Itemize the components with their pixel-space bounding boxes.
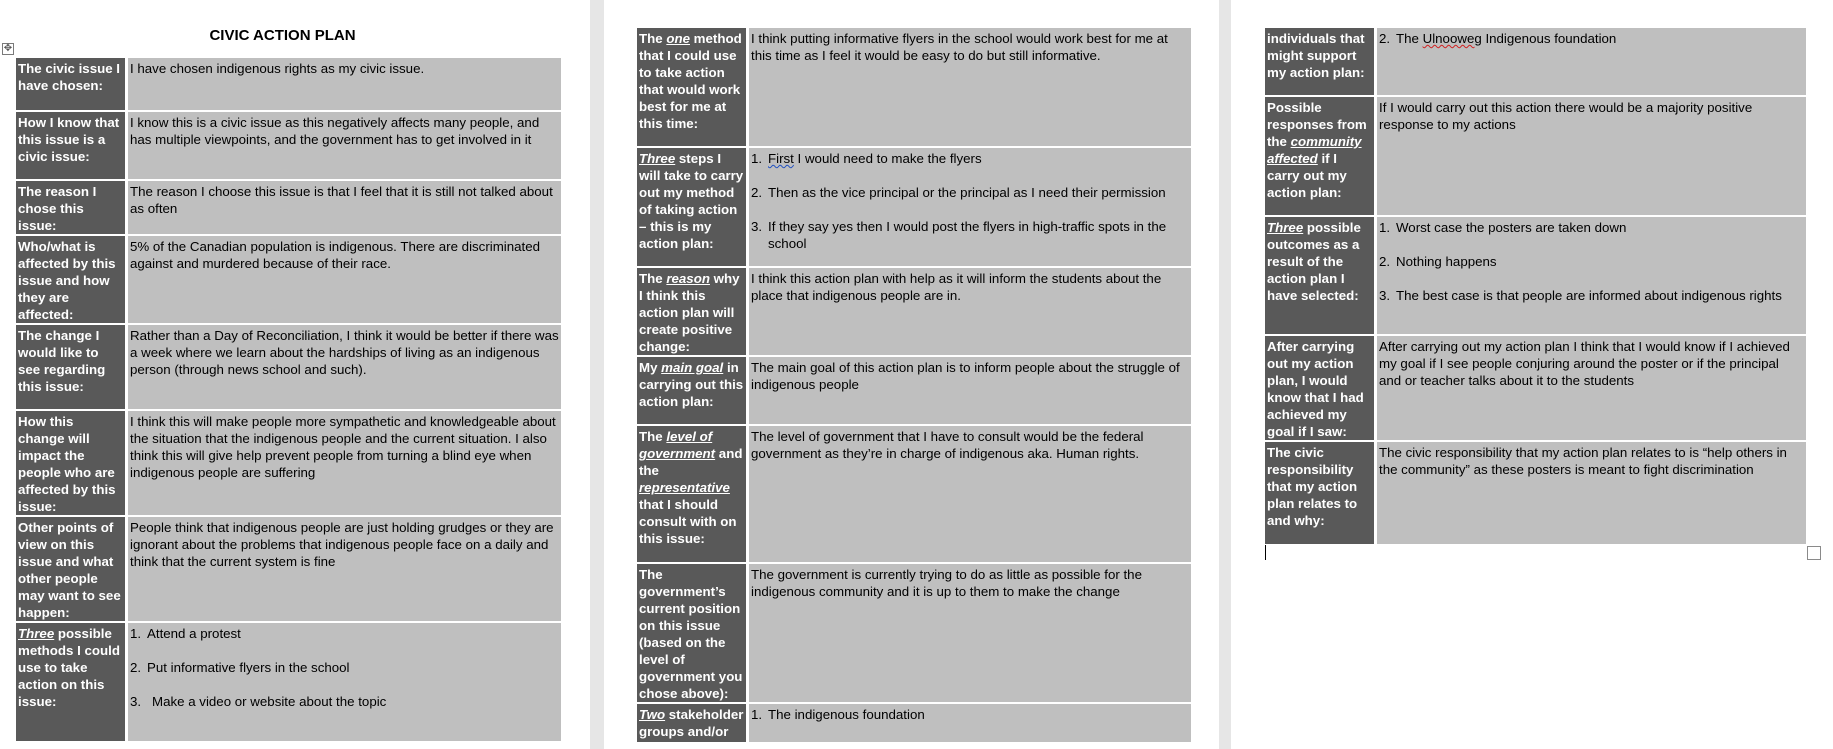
label-text: method that I could use to take action that would work best for me at this time:	[639, 31, 742, 131]
row-label	[1265, 217, 1377, 336]
emphasis: reason	[666, 271, 710, 286]
table-row	[1265, 442, 1806, 546]
label-text: steps I will take to carry out my method of taking action – this is my action plan:	[639, 151, 744, 251]
row-value[interactable]: The civic responsibility that my action plan relates to is “help others in the community” as these posters is meant to fight discrimination	[1377, 442, 1806, 546]
grammar-flag[interactable]: First	[768, 151, 794, 166]
row-value[interactable]: I think this will make people more sympathetic and knowledgeable about the situation that the indigenous people and the current situation. I also think this will give help prevent people from turning a blind eye when indigenous people are suffering	[128, 411, 561, 517]
table-row	[637, 426, 1191, 564]
table-row	[16, 623, 561, 743]
row-value[interactable]: The main goal of this action plan is to inform people about the struggle of indigenous people	[749, 357, 1191, 426]
table-row	[16, 517, 561, 623]
row-label: The civic issue I have chosen:	[16, 58, 128, 112]
list-text: Then as the vice principal or the principal as I need their permission	[768, 185, 1166, 200]
text-cursor	[1265, 545, 1266, 560]
label-text: The	[639, 429, 667, 444]
emphasis: community affected	[1267, 134, 1362, 166]
row-label: Other points of view on this issue and what other people may want to see happen:	[16, 517, 128, 623]
row-label	[637, 268, 749, 357]
list-item	[751, 184, 1189, 201]
row-label	[637, 148, 749, 268]
list-text-post: Indigenous foundation	[1481, 31, 1617, 46]
stakeholders-list	[751, 706, 1189, 723]
row-label: The reason I chose this issue:	[16, 181, 128, 236]
list-item	[1379, 219, 1804, 236]
list-text	[768, 150, 982, 167]
row-label: After carrying out my action plan, I would know that I had achieved my goal if I saw:	[1265, 336, 1377, 442]
table-row	[1265, 28, 1806, 97]
table-row	[637, 148, 1191, 268]
list-text	[1396, 30, 1616, 47]
table-row	[16, 411, 561, 517]
row-value[interactable]: I think putting informative flyers in the school would work best for me at this time as I feel it would be easy to do but still informative.	[749, 28, 1191, 148]
list-number: 2.	[130, 660, 142, 675]
list-item	[1379, 30, 1804, 47]
label-text: if I carry out my action plan:	[1267, 151, 1347, 200]
list-item	[130, 693, 559, 710]
civic-plan-table-part1	[16, 58, 561, 743]
row-label: How I know that this issue is a civic issue:	[16, 112, 128, 181]
list-text: Worst case the posters are taken down	[1396, 220, 1627, 235]
row-label: individuals that might support my action plan:	[1265, 28, 1377, 97]
table-row	[16, 325, 561, 411]
spelling-flag[interactable]: Ulnooweg	[1422, 31, 1482, 46]
label-text: and the	[639, 446, 743, 478]
list-text: Put informative flyers in the school	[147, 660, 350, 675]
table-row	[637, 564, 1191, 704]
list-item	[751, 706, 1189, 723]
row-value[interactable]: After carrying out my action plan I think that I would know if I achieved my goal if I see people conjuring around the poster or if the principal and or teacher talks about it to the students	[1377, 336, 1806, 442]
emphasis: main goal	[661, 360, 724, 375]
row-value[interactable]	[1377, 217, 1806, 336]
row-value[interactable]	[749, 704, 1191, 744]
outcomes-list	[1379, 219, 1804, 304]
page-title: CIVIC ACTION PLAN	[209, 27, 356, 44]
row-label	[637, 28, 749, 148]
list-item	[751, 150, 1189, 167]
list-number: 1.	[1379, 220, 1391, 235]
label-text: The	[639, 31, 667, 46]
list-text: The indigenous foundation	[768, 707, 925, 722]
table-row	[16, 58, 561, 112]
civic-plan-table-part2	[637, 28, 1191, 744]
document-page-3	[1231, 0, 1833, 749]
emphasis: Two	[639, 707, 666, 722]
label-text: possible methods I could use to take action on this issue:	[18, 626, 120, 709]
row-label	[1265, 97, 1377, 217]
list-text: Nothing happens	[1396, 254, 1497, 269]
row-value[interactable]	[749, 148, 1191, 268]
list-number: 3.	[751, 219, 763, 234]
label-text: why I think this action plan will create positive change:	[639, 271, 740, 354]
emphasis: representative	[639, 480, 730, 495]
row-value[interactable]: People think that indigenous people are just holding grudges or they are ignorant about the problems that indigenous people face on a daily and think that the current system is fine	[128, 517, 561, 623]
table-row	[16, 181, 561, 236]
row-value[interactable]	[1377, 28, 1806, 97]
table-move-handle-icon[interactable]: ✥	[3, 43, 13, 54]
list-number: 2.	[1379, 254, 1391, 269]
row-label: Who/what is affected by this issue and how they are affected:	[16, 236, 128, 325]
emphasis: Three	[18, 626, 55, 641]
row-value[interactable]: The level of government that I have to consult would be the federal government as they’re in charge of indigenous aka. Human rights.	[749, 426, 1191, 564]
list-number: 3.	[1379, 288, 1391, 303]
row-label: The civic responsibility that my action plan relates to and why:	[1265, 442, 1377, 546]
label-text: in carrying out this action plan:	[639, 360, 744, 409]
list-text: Make a video or website about the topic	[152, 694, 387, 709]
label-text: possible outcomes as a result of the action plan I have selected:	[1267, 220, 1361, 303]
row-value[interactable]: I think this action plan with help as it will inform the students about the place that indigenous people are in.	[749, 268, 1191, 357]
label-text: stakeholder groups and/or	[639, 707, 744, 739]
table-row	[637, 28, 1191, 148]
row-value[interactable]: If I would carry out this action there would be a majority positive response to my actions	[1377, 97, 1806, 217]
label-text: The	[639, 271, 667, 286]
list-text-pre: The	[1396, 31, 1423, 46]
row-value[interactable]: I have chosen indigenous rights as my civic issue.	[128, 58, 561, 112]
list-number: 2.	[751, 185, 763, 200]
document-page-2	[604, 0, 1219, 749]
emphasis: one	[666, 31, 690, 46]
row-value[interactable]: The government is currently trying to do as little as possible for the indigenous community and it is up to them to make the change	[749, 564, 1191, 704]
label-text: My	[639, 360, 662, 375]
row-label	[637, 704, 749, 744]
row-label: The government’s current position on this issue (based on the level of government you chose above):	[637, 564, 749, 704]
table-row	[637, 357, 1191, 426]
list-text: Attend a protest	[147, 626, 241, 641]
table-row	[637, 704, 1191, 744]
label-text: Possible responses from the	[1267, 100, 1367, 149]
stakeholders-list-continued	[1379, 30, 1804, 47]
list-number: 1.	[751, 151, 763, 166]
table-row	[1265, 217, 1806, 336]
row-value[interactable]: 5% of the Canadian population is indigenous. There are discriminated against and murdered because of their race.	[128, 236, 561, 325]
row-value[interactable]	[128, 623, 561, 743]
row-value[interactable]: The reason I choose this issue is that I feel that it is still not talked about as often	[128, 181, 561, 236]
table-row	[1265, 336, 1806, 442]
list-item	[1379, 287, 1804, 304]
table-resize-handle-icon[interactable]	[1807, 546, 1821, 560]
list-item	[751, 218, 1189, 252]
civic-plan-table-part3	[1265, 28, 1806, 546]
row-label: How this change will impact the people who are affected by this issue:	[16, 411, 128, 517]
label-text: that I should consult with on this issue:	[639, 497, 737, 546]
table-row	[637, 268, 1191, 357]
list-number: 3.	[130, 694, 142, 709]
methods-list	[130, 625, 559, 710]
list-text: The best case is that people are informed about indigenous rights	[1396, 288, 1782, 303]
row-value[interactable]: Rather than a Day of Reconciliation, I think it would be better if there was a week where we learn about the hardships of living as an indigenous person (through news school and such).	[128, 325, 561, 411]
list-text-rest: I would need to make the flyers	[793, 151, 982, 166]
row-value[interactable]: I know this is a civic issue as this negatively affects many people, and has multiple viewpoints, and the government has to get involved in it	[128, 112, 561, 181]
row-label: The change I would like to see regarding this issue:	[16, 325, 128, 411]
list-number: 1.	[130, 626, 142, 641]
emphasis: Three	[639, 151, 676, 166]
row-label	[637, 357, 749, 426]
list-text: If they say yes then I would post the flyers in high-traffic spots in the school	[768, 219, 1167, 251]
list-item	[1379, 253, 1804, 270]
list-number: 1.	[751, 707, 763, 722]
list-number: 2.	[1379, 31, 1391, 46]
list-item	[130, 659, 559, 676]
emphasis: Three	[1267, 220, 1304, 235]
table-row	[16, 236, 561, 325]
table-row	[16, 112, 561, 181]
table-row	[1265, 97, 1806, 217]
emphasis: level of government	[639, 429, 716, 461]
document-page-1	[0, 0, 590, 749]
row-label	[637, 426, 749, 564]
steps-list	[751, 150, 1189, 252]
row-label	[16, 623, 128, 743]
list-item	[130, 625, 559, 642]
